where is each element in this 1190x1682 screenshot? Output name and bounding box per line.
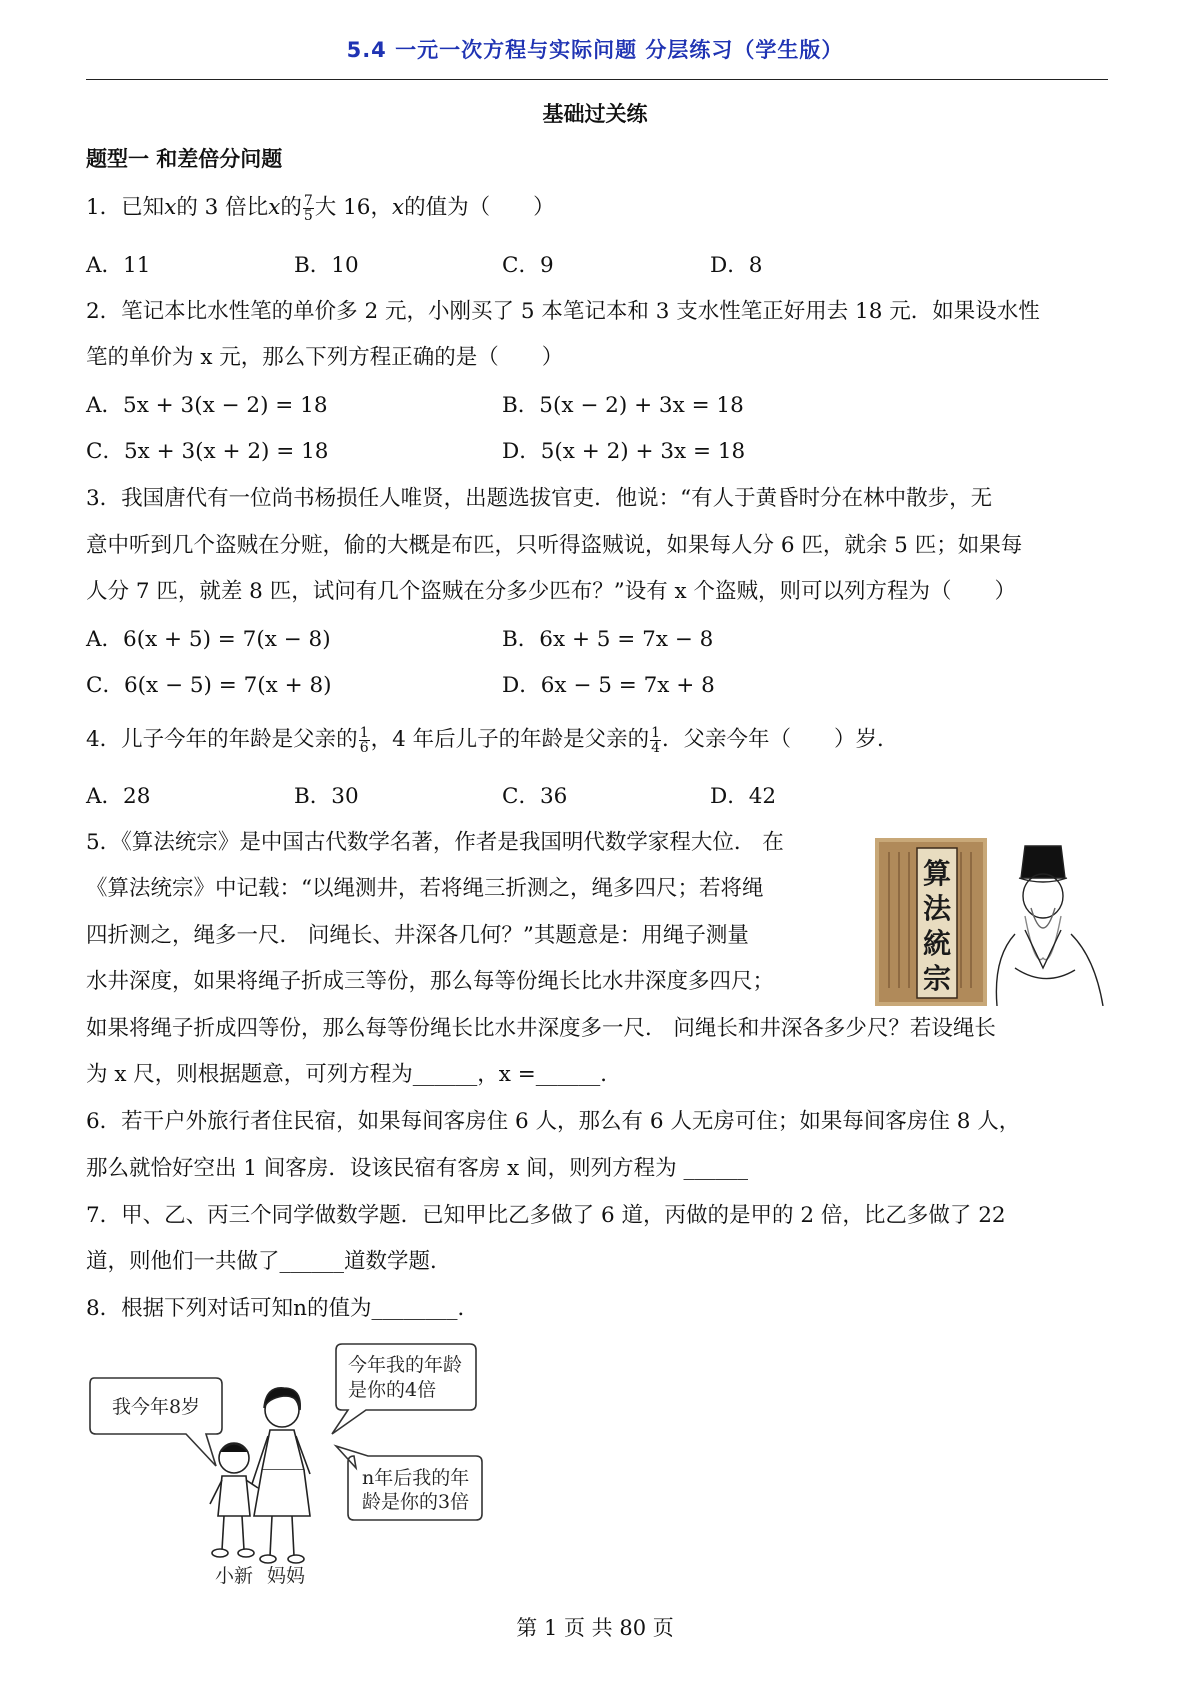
q4-option-a: A．28 [86,784,151,809]
q1-stem: 1．已知x的 3 倍比x的 $\frac{7}{5}$ 大 16，x的值为（ ） [86,192,555,224]
q2-line-1: 2．笔记本比水性笔的单价多 2 元，小刚买了 5 本笔记本和 3 支水性笔正好用去 18 元．如果设水性 [86,299,1040,324]
q2-line-2: 笔的单价为 x 元，那么下列方程正确的是（ ） [86,345,564,370]
q3-line-3: 人分 7 匹，就差 8 匹，试问有几个盗贼在分多少匹布？”设有 x 个盗贼，则可以列方程为（ ） [86,579,1016,604]
q1-fraction: $\frac{7}{5}$ [303,192,313,224]
q7-line-2: 道，则他们一共做了______道数学题． [86,1249,452,1274]
mom-bubble-2-line-2: 龄是你的3倍 [362,1491,470,1513]
suanfa-tongzong-illustration [875,838,1107,1006]
q3-line-1: 3．我国唐代有一位尚书杨损任人唯贤，出题选拔官吏．他说：“有人于黄昏时分在林中散步，无 [86,486,993,511]
q3-option-d: D．6x − 5 = 7x + 8 [502,673,715,698]
q5-line-1: 5．《算法统宗》是中国古代数学名著，作者是我国明代数学家程大位． 在 [86,830,784,855]
mom-bubble-2-line-1: n年后我的年 [362,1467,470,1489]
mother-name-label: 妈妈 [266,1565,306,1587]
mom-bubble-1-line-1: 今年我的年龄 [348,1354,463,1376]
book-title-char-2: 法 [922,892,952,925]
q5-line-4: 水井深度，如果将绳子折成三等份，那么每等份绳长比水井深度多四尺； [86,969,775,994]
q5-line-5: 如果将绳子折成四等份，那么每等份绳长比水井深度多一尺． 问绳长和井深各多少尺？若设绳长 [86,1016,996,1041]
child-figure-icon [210,1443,258,1557]
q4-fraction-2: $\frac{1}{4}$ [651,724,661,756]
q8-line-1: 8．根据下列对话可知n的值为________． [86,1296,480,1321]
q2-option-d: D．5(x + 2) + 3x = 18 [502,439,746,464]
q6-line-2: 那么就恰好空出 1 间客房．设该民宿有客房 x 间，则列方程为 ______ [86,1156,748,1181]
q5-line-3: 四折测之，绳多一尺． 问绳长、井深各几何？”其题意是：用绳子测量 [86,923,749,948]
mom-speech-bubble-1 [332,1344,476,1434]
q3-option-a: A．6(x + 5) = 7(x − 8) [86,627,331,652]
q3-line-2: 意中听到几个盗贼在分赃，偷的大概是布匹，只听得盗贼说，如果每人分 6 匹，就余 5 匹；如果每 [86,533,1023,558]
q3-option-b: B．6x + 5 = 7x − 8 [502,627,714,652]
q1-option-d: D．8 [710,253,763,278]
q4-option-b: B．30 [294,784,359,809]
q4-option-c: C．36 [502,784,568,809]
q2-option-b: B．5(x − 2) + 3x = 18 [502,393,744,418]
q2-option-a: A．5x + 3(x − 2) = 18 [86,393,328,418]
scholar-portrait-icon [996,846,1103,1006]
q1-option-c: C．9 [502,253,554,278]
header-rule [86,79,1108,80]
section-title: 基础过关练 [542,102,648,126]
q5-line-6: 为 x 尺，则根据题意，可列方程为______，x =______． [86,1062,622,1087]
page-footer: 第 1 页 共 80 页 [516,1616,674,1640]
child-bubble-text: 我今年8岁 [111,1396,201,1418]
q5-line-2: 《算法统宗》中记载：“以绳测井，若将绳三折测之，绳多四尺；若将绳 [86,876,764,901]
page-title: 5.4 一元一次方程与实际问题 分层练习（学生版） [346,38,844,62]
q7-line-1: 7．甲、乙、丙三个同学做数学题．已知甲比乙多做了 6 道，丙做的是甲的 2 倍，比乙多做了 22 [86,1203,1006,1228]
q1-option-a: A．11 [86,253,151,278]
question-group-title: 题型一 和差倍分问题 [86,147,283,171]
mother-figure-icon [252,1388,310,1563]
child-name-label: 小新 [214,1565,254,1587]
mom-speech-bubble-2 [336,1446,482,1520]
q6-line-1: 6．若干户外旅行者住民宿，如果每间客房住 6 人，那么有 6 人无房可住；如果每间客房住 8 人， [86,1109,1021,1134]
child-speech-bubble [90,1378,222,1466]
q4-option-d: D．42 [710,784,777,809]
book-title-char-3: 統 [922,927,952,960]
mom-bubble-1-line-2: 是你的4倍 [348,1379,437,1401]
book-title-char-1: 算 [922,857,952,890]
q1-option-b: B．10 [294,253,359,278]
mother-child-dialog-illustration [86,1338,496,1588]
q3-option-c: C．6(x − 5) = 7(x + 8) [86,673,332,698]
q4-stem: 4．儿子今年的年龄是父亲的 $\frac{1}{6}$ ，4 年后儿子的年龄是父亲的 $\frac{1}{4}$ ．父亲今年（ ）岁． [86,724,899,756]
q4-fraction-1: $\frac{1}{6}$ [359,724,369,756]
book-title-char-4: 宗 [922,962,952,995]
q2-option-c: C．5x + 3(x + 2) = 18 [86,439,329,464]
